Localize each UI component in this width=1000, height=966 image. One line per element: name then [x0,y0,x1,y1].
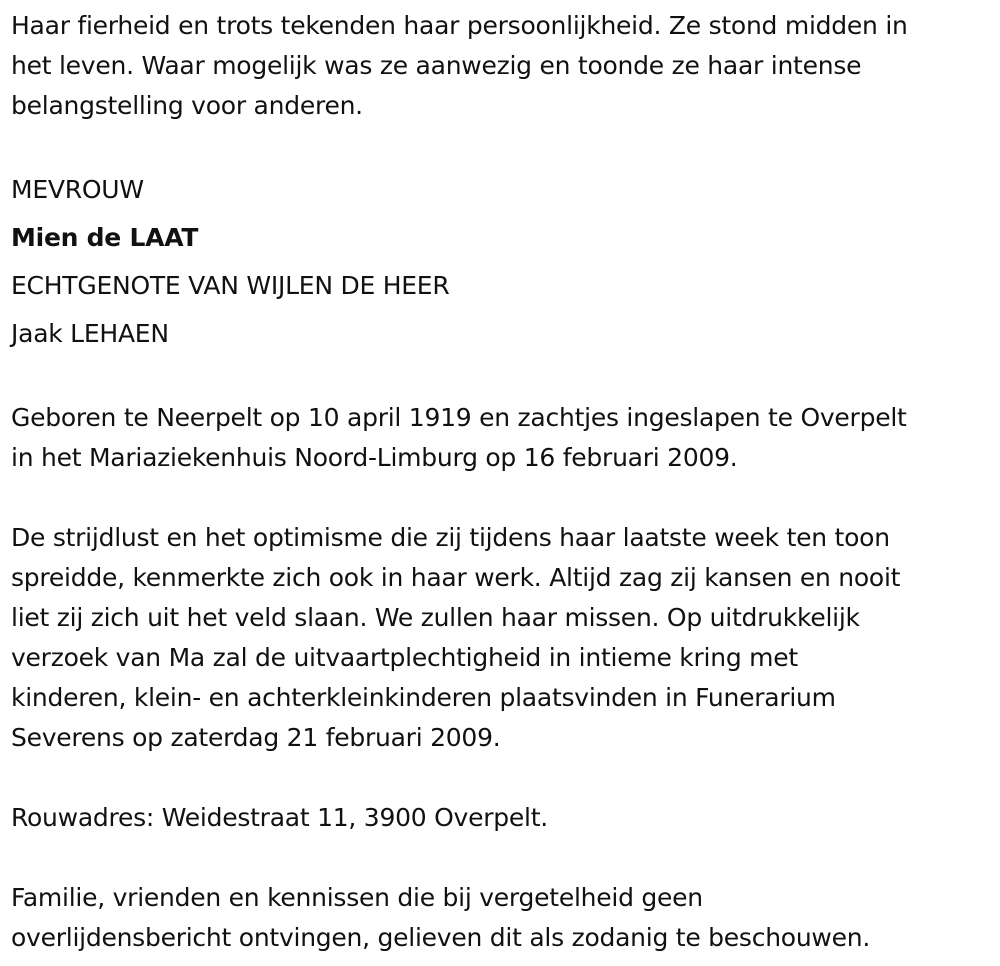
tribute-line: kinderen, klein- en achterkleinkinderen plaatsvinden in Funerarium [11,683,836,712]
paragraph-gap [11,478,996,518]
paragraph-gap [11,838,996,878]
tribute-line: verzoek van Ma zal de uitvaartplechtigheid in intieme kring met [11,643,798,672]
tribute-line: liet zij zich uit het veld slaan. We zullen haar missen. Op uitdrukkelijk [11,603,860,632]
spouse-name: Jaak LEHAEN [11,319,169,348]
paragraph-gap [11,126,996,166]
birth-death-line: Geboren te Neerpelt op 10 april 1919 en zachtjes ingeslapen te Overpelt [11,403,907,432]
paragraph-gap [11,358,996,398]
intro-line: Haar fierheid en trots tekenden haar persoonlijkheid. Ze stond midden in [11,11,908,40]
relation-label: ECHTGENOTE VAN WIJLEN DE HEER [11,271,450,300]
intro-line: het leven. Waar mogelijk was ze aanwezig en toonde ze haar intense [11,51,862,80]
intro-paragraph [11,6,996,126]
deceased-header [11,166,996,358]
paragraph-gap [11,758,996,798]
tribute-line: De strijdlust en het optimisme die zij tijdens haar laatste week ten toon [11,523,890,552]
intro-line: belangstelling voor anderen. [11,91,363,120]
birth-death-line: in het Mariaziekenhuis Noord-Limburg op 16 februari 2009. [11,443,738,472]
salutation: MEVROUW [11,175,144,204]
tribute-line: Severens op zaterdag 21 februari 2009. [11,723,501,752]
closing-paragraph [11,878,996,958]
address-paragraph [11,798,996,838]
obituary-document [11,6,996,958]
tribute-paragraph [11,518,996,758]
tribute-line: spreidde, kenmerkte zich ook in haar werk. Altijd zag zij kansen en nooit [11,563,901,592]
closing-line: Familie, vrienden en kennissen die bij vergetelheid geen [11,883,703,912]
mourning-address: Rouwadres: Weidestraat 11, 3900 Overpelt. [11,803,548,832]
closing-line: overlijdensbericht ontvingen, gelieven dit als zodanig te beschouwen. [11,923,871,952]
deceased-name: Mien de LAAT [11,223,199,252]
birth-death-paragraph [11,398,996,478]
